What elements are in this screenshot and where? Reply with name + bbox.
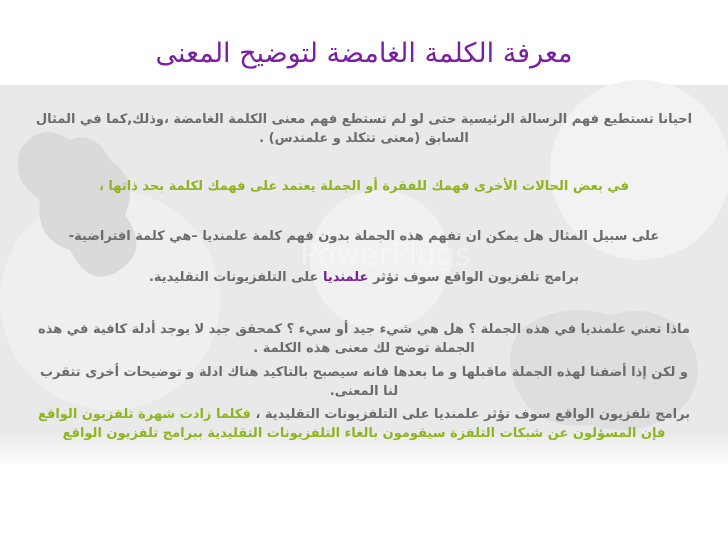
paragraph-1-line-1: احيانا تستطيع فهم الرسالة الرئيسية حتى لو لم تستطع فهم معنى الكلمة الغامضة ،وذلك,كما في المثال xyxy=(35,112,693,127)
paragraph-4-after: على التلفزيونات التقليدية. xyxy=(148,270,323,285)
keyword-alamandia: علمنديا xyxy=(322,270,369,285)
paragraph-1-line-2: السابق (معنى تتكلد و علمندس) . xyxy=(259,131,469,146)
paragraph-6 xyxy=(0,363,728,401)
paragraph-2: في بعض الحالات الأخرى فهمك للفقرة أو الجملة يعتمد على فهمك لكلمة بحد ذاتها ، xyxy=(98,179,630,194)
paragraph-4-before: برامج تلفزيون الواقع سوف تؤثر xyxy=(368,270,580,285)
paragraph-7-line-2: فإن المسؤلون عن شبكات التلفزة سيقومون بالغاء التلفزيونات التقليدية ببرامج تلفزيون الواقع xyxy=(62,426,666,441)
paragraph-5 xyxy=(0,320,728,358)
watermark: PowerPlugs xyxy=(300,238,471,273)
paragraph-5-line-1: ماذا تعني علمنديا في هذه الجملة ؟ هل هي شيء جيد أو سيء ؟ كمحقق جيد لا يوجد أدلة كافية في هذه xyxy=(38,322,690,337)
paragraph-6-line-2: لنا المعنى. xyxy=(329,384,399,399)
paragraph-7-line-1 xyxy=(0,405,728,424)
paragraph-7-line-1-plain: برامج تلفزيون الواقع سوف تؤثر علمنديا على التلفزيونات التقليدية ، xyxy=(250,407,691,422)
paragraph-1 xyxy=(0,110,728,148)
slide-title: معرفة الكلمة الغامضة لتوضيح المعنى xyxy=(155,38,573,69)
paragraph-3: على سبيل المثال هل يمكن ان تفهم هذه الجملة بدون فهم كلمة علمنديا –هي كلمة افتراضية- xyxy=(68,229,660,244)
paragraph-7-line-1-green: فكلما زادت شهرة تلفزيون الواقع xyxy=(37,407,251,422)
paragraph-7 xyxy=(0,405,728,443)
paragraph-6-line-1: و لكن إذا أضفنا لهذه الجملة ماقبلها و ما بعدها فانه سيصبح بالتاكيد هناك ادلة و توضيحات أخرى تتقرب xyxy=(39,365,688,380)
paragraph-5-line-2: الجملة توضح لك معنى هذه الكلمة . xyxy=(253,341,475,356)
